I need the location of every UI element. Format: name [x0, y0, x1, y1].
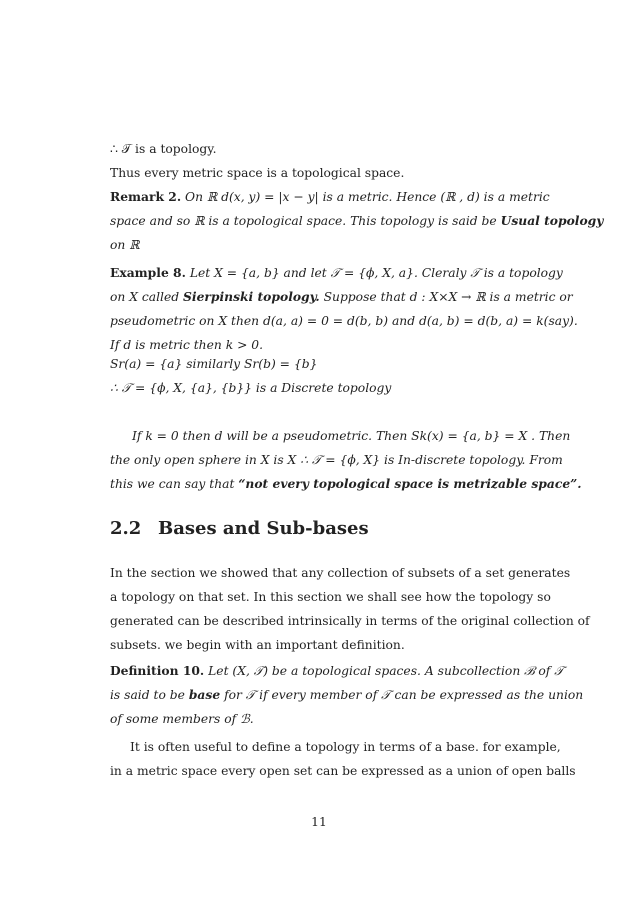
remark-line: [110, 213, 604, 229]
text-line: a topology on that set. In this section we shall see how the topology so: [110, 590, 551, 604]
example-line: If k = 0 then d will be a pseudometric. Then Sk(x) = {a, b} = X . Then: [132, 429, 571, 443]
text-line: ∴ 𝒯 is a topology.: [110, 142, 217, 156]
definition-text: is said to be: [110, 688, 189, 702]
text-line: It is often useful to define a topology in terms of a base. for example,: [130, 740, 561, 754]
example-line: [110, 289, 573, 305]
emphasis-quote: “not every topological space is metrizable space”.: [238, 476, 582, 491]
section-title: Bases and Sub-bases: [158, 518, 369, 539]
text-line: subsets. we begin with an important definition.: [110, 638, 405, 652]
example-text: Let X = {a, b} and let 𝒯 = {ϕ, X, a}. Cleraly 𝒯 is a topology: [185, 266, 563, 280]
section-heading: [110, 518, 369, 539]
remark-label: Remark 2.: [110, 189, 182, 204]
definition-text: Let (X, 𝒯) be a topological spaces. A subcollection ℬ of 𝒯: [204, 664, 564, 678]
text-line: generated can be described intrinsically in terms of the original collection of: [110, 614, 590, 628]
definition-line: of some members of ℬ.: [110, 712, 254, 726]
text-line: Thus every metric space is a topological space.: [110, 166, 405, 180]
example-line: [110, 265, 563, 281]
example-text: this we can say that: [110, 477, 239, 491]
remark-text: On ℝ d(x, y) = |x − y| is a metric. Hence (ℝ , d) is a metric: [181, 190, 550, 204]
remark-line: [110, 189, 550, 205]
emphasis-term: Sierpinski topology.: [183, 289, 320, 304]
example-text: on X called: [110, 290, 184, 304]
definition-line: [110, 687, 584, 703]
emphasis-term: Usual topology: [500, 213, 604, 228]
remark-text: space and so ℝ is a topological space. This topology is said be: [110, 214, 501, 228]
remark-line: on ℝ: [110, 238, 140, 252]
text-line: in a metric space every open set can be expressed as a union of open balls: [110, 764, 576, 778]
text-line: In the section we showed that any collection of subsets of a set generates: [110, 566, 571, 580]
definition-label: Definition 10.: [110, 663, 205, 678]
example-label: Example 8.: [110, 265, 186, 280]
example-line: [110, 476, 582, 492]
example-line: Sr(a) = {a} similarly Sr(b) = {b}: [110, 357, 318, 371]
example-text: Suppose that d : X×X → ℝ is a metric or: [319, 290, 573, 304]
emphasis-term: base: [188, 687, 221, 702]
section-number: 2.2: [110, 518, 142, 539]
page-number: 11: [311, 815, 327, 829]
example-line: If d is metric then k > 0.: [110, 338, 264, 352]
example-line: ∴ 𝒯 = {ϕ, X, {a}, {b}} is a Discrete topology: [110, 381, 392, 395]
example-line: the only open sphere in X is X ∴ 𝒯 = {ϕ, X} is In-discrete topology. From: [110, 453, 563, 467]
definition-text: for 𝒯 if every member of 𝒯 can be expressed as the union: [220, 688, 584, 702]
example-line: pseudometric on X then d(a, a) = 0 = d(b, b) and d(a, b) = d(b, a) = k(say).: [110, 314, 578, 328]
definition-line: [110, 663, 564, 679]
